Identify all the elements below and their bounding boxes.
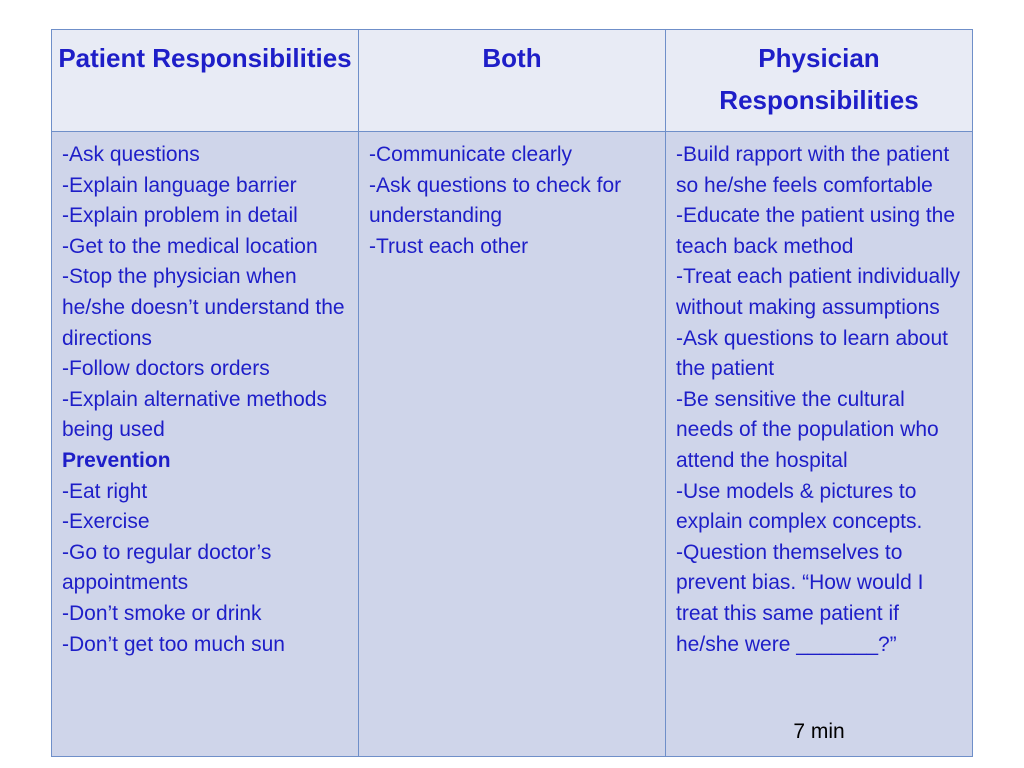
header-both [359,30,666,132]
list-item: -Don’t smoke or drink [62,601,262,625]
list-item: -Build rapport with the patient so he/she feels comfortable [676,143,950,197]
list-item: -Explain alternative methods being used [62,387,327,442]
list-item: -Ask questions to learn about the patient [676,326,948,381]
header-patient-responsibilities [52,30,359,132]
responsibilities-table [51,29,973,757]
list-item: -Follow doctors orders [62,357,270,381]
both-responsibilities-cell [359,132,666,756]
physician-list [676,140,964,660]
header-both-label: Both [482,43,542,73]
list-item: -Eat right [62,479,148,503]
list-item: -Ask questions to check for understanding [369,173,622,228]
timer-label: 7 min [793,720,845,743]
list-item: -Be sensitive the cultural needs of the population who attend the hospital [676,387,939,472]
list-item: -Exercise [62,510,150,534]
header-physician-responsibilities [666,30,972,132]
list-item: -Explain problem in detail [62,204,298,228]
list-item: -Use models & pictures to explain complex concepts. [676,479,923,534]
list-item: -Question themselves to prevent bias. “How would I treat this same patient if he/she were _______?” [676,540,924,656]
patient-list [62,140,350,660]
header-physician-label: Physician Responsibilities [719,43,919,115]
list-item: -Explain language barrier [62,173,297,197]
list-item: -Ask questions [62,143,200,166]
patient-responsibilities-cell [52,132,359,756]
both-list [369,140,657,262]
list-item: -Go to regular doctor’s appointments [62,540,272,595]
list-item: -Stop the physician when he/she doesn’t understand the directions [62,265,345,350]
prevention-heading: Prevention [62,448,171,472]
physician-responsibilities-cell [666,132,972,756]
header-patient-label: Patient Responsibilities [58,43,352,73]
list-item: -Get to the medical location [62,234,318,258]
list-item: -Treat each patient individually without making assumptions [676,265,961,319]
list-item: -Educate the patient using the teach back method [676,204,956,258]
list-item: -Trust each other [369,234,529,258]
list-item: -Don’t get too much sun [62,632,285,656]
list-item: -Communicate clearly [369,143,573,166]
